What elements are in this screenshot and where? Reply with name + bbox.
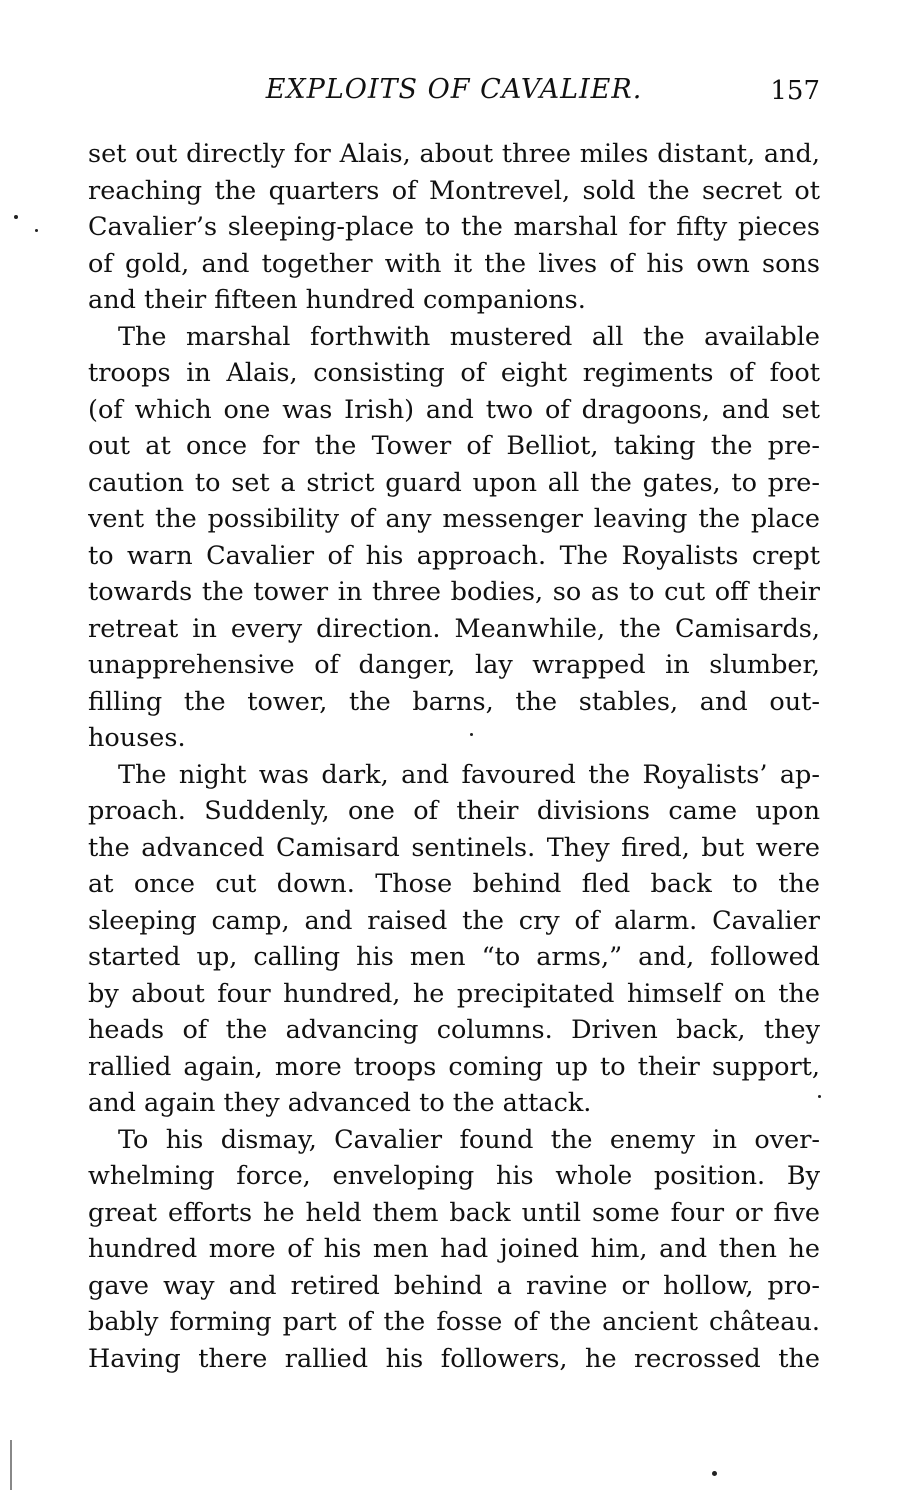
text-line: by about four hundred, he precipitated himself on the	[88, 978, 820, 1009]
running-head	[88, 72, 820, 112]
text-line: the advanced Camisard sentinels. They fired, but were	[88, 832, 820, 863]
scan-speck	[470, 733, 473, 736]
text-line: gave way and retired behind a ravine or hollow, pro-	[88, 1270, 820, 1301]
text-line: Cavalier’s sleeping-place to the marshal for fifty pieces	[88, 212, 820, 242]
text-line: set out directly for Alais, about three miles distant, and,	[88, 139, 820, 169]
text-line: reaching the quarters of Montrevel, sold the secret ot	[88, 175, 820, 206]
text-line: (of which one was Irish) and two of dragoons, and set	[88, 394, 820, 425]
text-line: To his dismay, Cavalier found the enemy in over-	[118, 1124, 820, 1155]
text-line: of gold, and together with it the lives of his own sons	[88, 248, 820, 279]
text-line: The night was dark, and favoured the Royalists’ ap-	[118, 759, 820, 790]
text-line: heads of the advancing columns. Driven back, they	[88, 1015, 820, 1045]
scan-speck	[14, 215, 18, 219]
text-line: houses.	[88, 723, 186, 753]
text-line: great efforts he held them back until some four or five	[88, 1197, 820, 1228]
text-line: sleeping camp, and raised the cry of alarm. Cavalier	[88, 905, 820, 936]
text-line: and their fifteen hundred companions.	[88, 285, 586, 315]
body-text	[88, 136, 820, 1377]
text-line: bably forming part of the fosse of the ancient château.	[88, 1307, 820, 1337]
text-line: out at once for the Tower of Belliot, taking the pre-	[88, 431, 820, 461]
text-line: caution to set a strict guard upon all the gates, to pre-	[88, 467, 820, 498]
scan-speck	[818, 1095, 821, 1098]
text-line: whelming force, enveloping his whole position. By	[88, 1161, 820, 1191]
text-line: The marshal forthwith mustered all the available	[118, 321, 820, 352]
text-line: started up, calling his men “to arms,” and, followed	[88, 942, 820, 972]
scan-speck	[35, 229, 38, 232]
running-title: EXPLOITS OF CAVALIER.	[265, 74, 643, 105]
text-line: vent the possibility of any messenger leaving the place	[88, 504, 820, 534]
text-line: proach. Suddenly, one of their divisions came upon	[88, 796, 820, 826]
scan-edge-mark	[10, 1440, 12, 1490]
text-line: troops in Alais, consisting of eight regiments of foot	[88, 358, 820, 388]
text-line: Having there rallied his followers, he recrossed the	[88, 1343, 820, 1374]
text-line: rallied again, more troops coming up to their support,	[88, 1051, 820, 1082]
text-line: towards the tower in three bodies, so as to cut off their	[88, 577, 820, 607]
text-line: and again they advanced to the attack.	[88, 1088, 592, 1118]
page-number: 157	[770, 76, 820, 106]
text-line: to warn Cavalier of his approach. The Royalists crept	[88, 540, 820, 571]
text-line: unapprehensive of danger, lay wrapped in slumber,	[88, 650, 820, 680]
scan-speck	[712, 1471, 717, 1476]
text-line: retreat in every direction. Meanwhile, the Camisards,	[88, 613, 820, 644]
text-line: filling the tower, the barns, the stables, and out-	[88, 686, 820, 717]
text-line: at once cut down. Those behind fled back to the	[88, 869, 820, 899]
text-line: hundred more of his men had joined him, and then he	[88, 1234, 820, 1264]
